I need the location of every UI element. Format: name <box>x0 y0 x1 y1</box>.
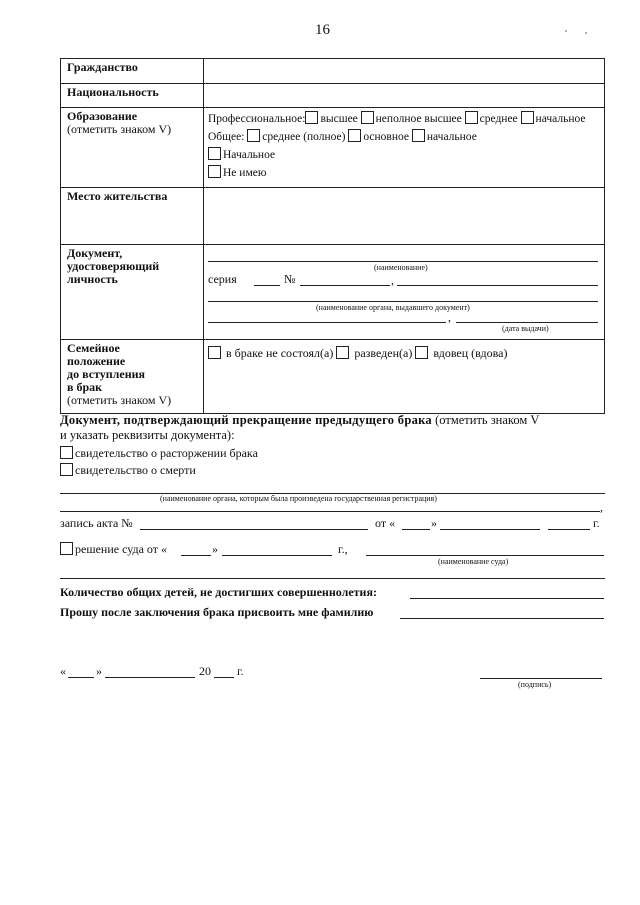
children-count-field[interactable] <box>410 598 604 599</box>
caption-registration-body: (наименование органа, которым была произведена государственная регистрация) <box>160 494 437 503</box>
date-open-quote: « <box>60 664 66 678</box>
checkbox-death-certificate[interactable] <box>60 463 73 476</box>
citizenship-label: Гражданство <box>61 59 204 84</box>
signature-line[interactable] <box>480 678 602 679</box>
option-gen-basic: основное <box>363 131 409 143</box>
option-none: Не имею <box>223 167 267 179</box>
option-prof-incomplete-higher: неполное высшее <box>375 113 462 125</box>
identity-document-label <box>61 245 204 340</box>
checkbox-prof-secondary[interactable] <box>465 111 478 124</box>
option-gen-primary: начальное <box>426 131 477 143</box>
prev-marriage-heading-line2: и указать реквизиты документа): <box>60 428 235 442</box>
option-prof-primary: начальное <box>535 113 586 125</box>
option-prof-higher: высшее <box>320 113 358 125</box>
checkbox-gen-primary[interactable] <box>412 129 425 142</box>
court-day-field[interactable] <box>181 555 211 556</box>
signature-caption: (подпись) <box>518 680 552 689</box>
prev-marriage-heading <box>60 413 539 428</box>
court-name-field[interactable] <box>366 555 604 556</box>
act-from-label: от « <box>375 516 396 530</box>
checkbox-prof-incomplete-higher[interactable] <box>361 111 374 124</box>
document-name-line[interactable] <box>208 261 598 262</box>
marital-line-4: в брак <box>67 380 103 394</box>
nationality-field[interactable] <box>204 84 605 108</box>
residence-label: Место жительства <box>61 188 204 245</box>
marital-status-label <box>61 340 204 414</box>
scan-dust <box>585 32 587 34</box>
applicant-info-table <box>60 58 605 414</box>
marital-note: (отметить знаком V) <box>67 393 172 407</box>
education-options <box>204 108 605 188</box>
act-record-label: запись акта № <box>60 516 133 530</box>
divorce-certificate-label: свидетельство о расторжении брака <box>75 446 258 460</box>
education-label-title: Образование <box>67 109 138 123</box>
checkbox-initial[interactable] <box>208 147 221 160</box>
date-close-quote: » <box>96 664 102 678</box>
registration-body-line-2[interactable] <box>60 511 600 512</box>
option-never-married: в браке не состоял(а) <box>226 346 334 360</box>
checkbox-divorce-certificate[interactable] <box>60 446 73 459</box>
education-label <box>61 108 204 188</box>
checkbox-gen-secondary-full[interactable] <box>247 129 260 142</box>
act-record-number-field[interactable] <box>140 529 368 530</box>
number-comma: , <box>391 273 394 287</box>
act-day-field[interactable] <box>402 529 430 530</box>
checkbox-prof-higher[interactable] <box>305 111 318 124</box>
series-field[interactable] <box>254 285 280 286</box>
option-death-certificate <box>60 463 196 478</box>
date-century: 20 <box>199 664 211 678</box>
caption-issue-date: (дата выдачи) <box>502 324 549 333</box>
act-close-quote: » <box>431 516 437 530</box>
identity-document-line-2: удостоверяющий <box>67 259 160 273</box>
prev-marriage-heading-rest: (отметить знаком V <box>435 413 540 427</box>
checkbox-never-married[interactable] <box>208 346 221 359</box>
caption-issuer: (наименование органа, выдавшего документ) <box>316 303 470 312</box>
court-year-suffix: г., <box>338 542 348 556</box>
caption-court-name: (наименование суда) <box>438 557 509 566</box>
checkbox-divorced[interactable] <box>336 346 349 359</box>
general-label: Общее: <box>208 131 245 143</box>
date-year-field[interactable] <box>214 677 234 678</box>
date-day-field[interactable] <box>68 677 94 678</box>
court-close-quote: » <box>212 542 218 556</box>
checkbox-none[interactable] <box>208 165 221 178</box>
surname-field[interactable] <box>400 618 604 619</box>
surname-request-label: Прошу после заключения брака присвоить мне фамилию <box>60 605 374 619</box>
date-month-field[interactable] <box>105 677 195 678</box>
option-initial: Начальное <box>223 149 276 161</box>
checkbox-prof-primary[interactable] <box>521 111 534 124</box>
option-prof-secondary: среднее <box>479 113 518 125</box>
prev-marriage-heading-bold: Документ, подтверждающий прекращение предыдущего брака <box>60 413 432 427</box>
issue-date-field[interactable] <box>456 322 598 323</box>
identity-document-line-1: Документ, <box>67 246 123 260</box>
option-gen-secondary-full: среднее (полное) <box>262 131 346 143</box>
issuer-line[interactable] <box>208 301 598 302</box>
act-year-suffix: г. <box>593 516 600 530</box>
education-label-note: (отметить знаком V) <box>67 122 172 136</box>
marital-line-2: положение <box>67 354 126 368</box>
series-label: серия <box>208 272 237 286</box>
identity-document-line-3: личность <box>67 272 118 286</box>
marital-line-3: до вступления <box>67 367 146 381</box>
professional-label: Профессиональное: <box>208 113 306 125</box>
checkbox-court-decision[interactable] <box>60 542 73 555</box>
identity-document-fields <box>204 245 605 340</box>
caption-document-name: (наименование) <box>374 263 428 272</box>
court-name-line-2[interactable] <box>60 578 605 579</box>
page-number: 16 <box>315 22 330 38</box>
children-count-label: Количество общих детей, не достигших совершеннолетия: <box>60 585 377 599</box>
act-month-field[interactable] <box>440 529 540 530</box>
nationality-label: Национальность <box>61 84 204 108</box>
scan-dust <box>565 30 567 32</box>
checkbox-gen-basic[interactable] <box>348 129 361 142</box>
death-certificate-label: свидетельство о смерти <box>75 463 196 477</box>
date-year-suffix: г. <box>237 664 244 678</box>
court-decision-label <box>60 542 167 557</box>
marital-options <box>204 340 605 414</box>
number-field[interactable] <box>300 285 390 286</box>
residence-field[interactable] <box>204 188 605 245</box>
act-year-field[interactable] <box>548 529 590 530</box>
citizenship-field[interactable] <box>204 59 605 84</box>
court-decision-text: решение суда от « <box>75 542 167 556</box>
checkbox-widowed[interactable] <box>415 346 428 359</box>
issuer-line-2[interactable] <box>208 322 446 323</box>
number-label: № <box>284 272 296 286</box>
option-widowed: вдовец (вдова) <box>433 346 508 360</box>
option-divorced: разведен(а) <box>354 346 413 360</box>
court-month-field[interactable] <box>222 555 332 556</box>
issue-extra-field[interactable] <box>397 285 598 286</box>
marital-line-1: Семейное <box>67 341 120 355</box>
issuer-comma: , <box>448 310 451 324</box>
option-divorce-certificate <box>60 446 258 461</box>
registration-comma: , <box>600 500 603 514</box>
